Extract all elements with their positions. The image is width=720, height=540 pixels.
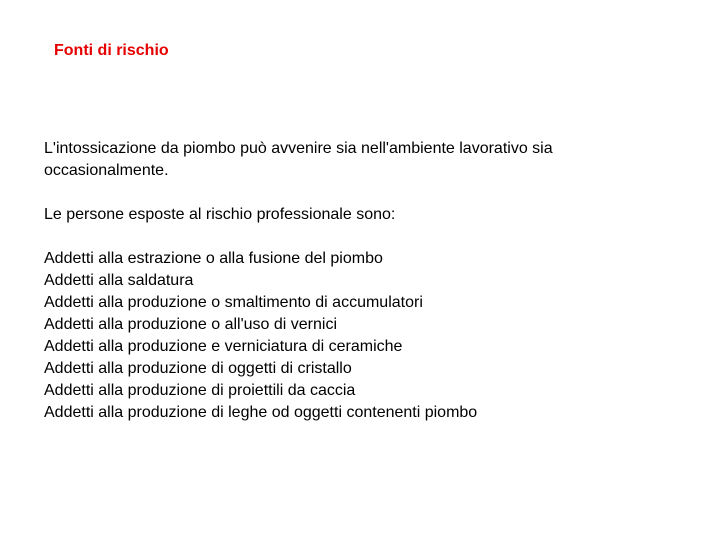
list-item: Addetti alla produzione o smaltimento di accumulatori (44, 294, 423, 311)
intro-paragraph: L'intossicazione da piombo può avvenire sia nell'ambiente lavorativo sia occasionalmente. (44, 140, 553, 179)
list-item: Addetti alla produzione di oggetti di cristallo (44, 360, 352, 377)
exposed-workers-list (44, 248, 664, 424)
list-item: Addetti alla produzione e verniciatura di ceramiche (44, 338, 403, 355)
exposed-persons-heading: Le persone esposte al rischio professionale sono: (44, 206, 396, 223)
list-item: Addetti alla produzione o all'uso di vernici (44, 316, 338, 333)
list-item: Addetti alla produzione di leghe od oggetti contenenti piombo (44, 404, 478, 421)
list-item: Addetti alla saldatura (44, 272, 194, 289)
slide-title: Fonti di rischio (54, 42, 169, 59)
list-item: Addetti alla produzione di proiettili da caccia (44, 382, 356, 399)
list-item: Addetti alla estrazione o alla fusione del piombo (44, 250, 383, 267)
slide-body (44, 138, 664, 424)
